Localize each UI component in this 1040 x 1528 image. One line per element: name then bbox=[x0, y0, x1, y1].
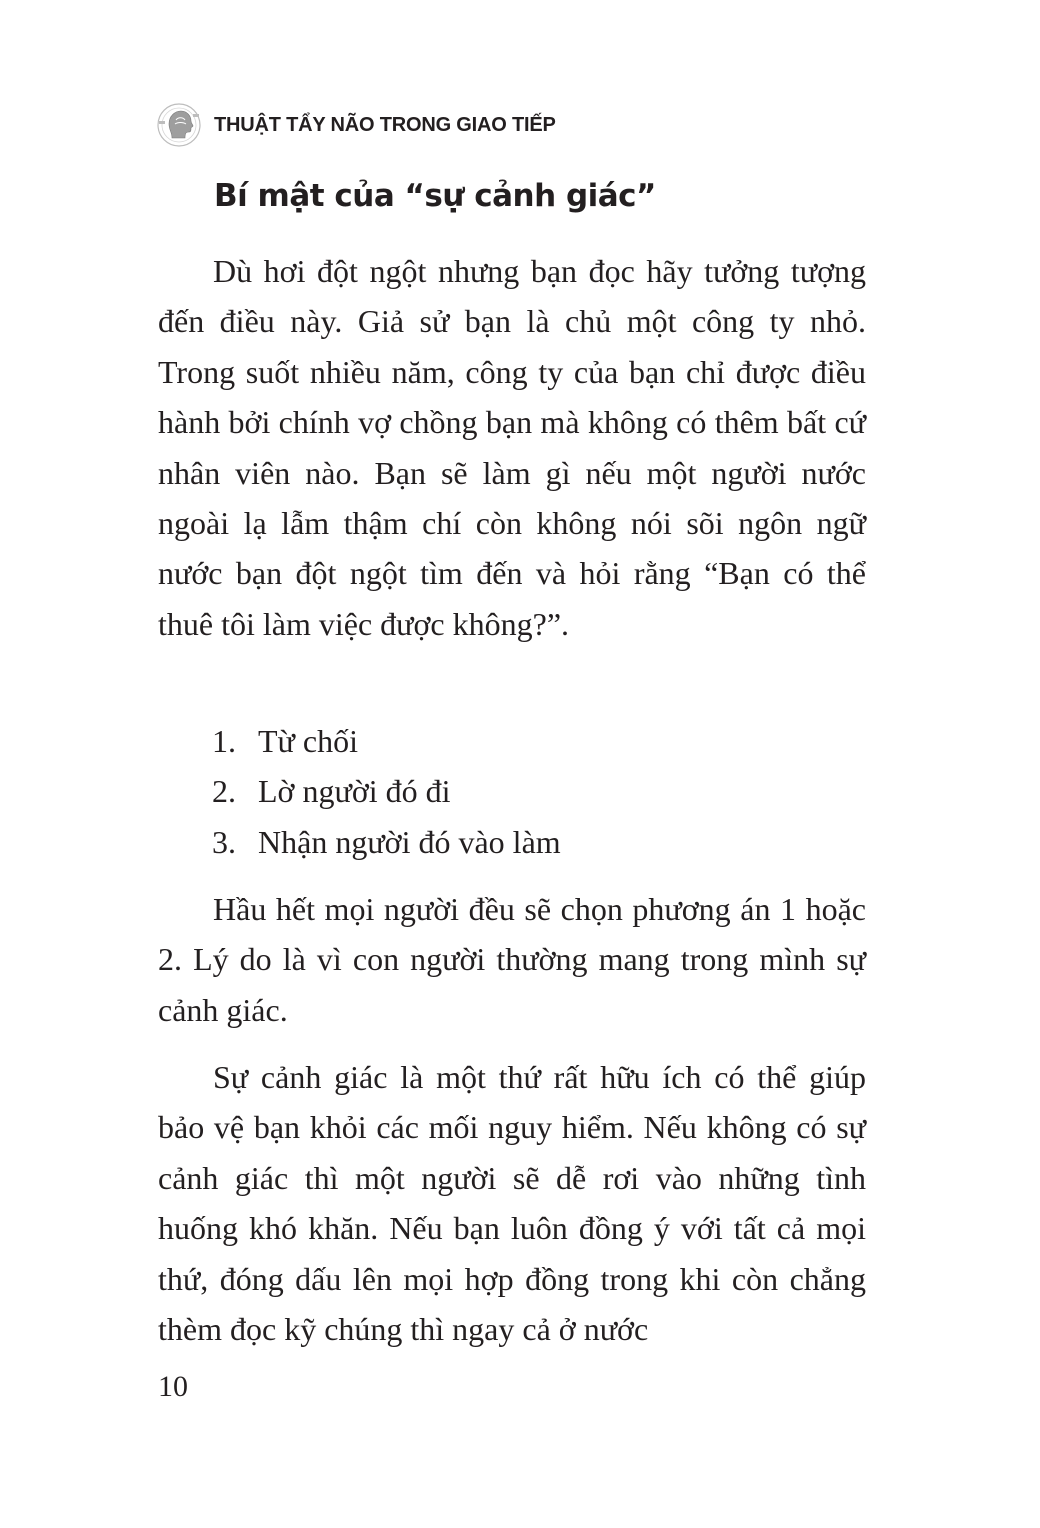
paragraph-text: Hầu hết mọi người đều sẽ chọn phương án 1 hoặc 2. Lý do là vì con người thường mang trong mình sự cảnh giác. bbox=[158, 891, 866, 1028]
paragraph-text: Dù hơi đột ngột nhưng bạn đọc hãy tưởng tượng đến điều này. Giả sử bạn là chủ một công ty nhỏ. Trong suốt nhiều năm, công ty của bạn chỉ được điều hành bởi chính vợ chồng bạn mà không có thêm bất cứ nhân viên nào. Bạn sẽ làm gì nếu một người nước ngoài lạ lẫm thậm chí còn không nói sõi ngôn ngữ nước bạn đột ngột tìm đến và hỏi rằng “Bạn có thể thuê tôi làm việc được không?”. bbox=[158, 253, 866, 642]
list-item-text: Nhận người đó vào làm bbox=[258, 823, 561, 860]
list-item-text: Từ chối bbox=[258, 723, 358, 759]
head-profile-icon bbox=[156, 102, 202, 148]
running-header bbox=[156, 100, 556, 150]
paragraph-choice bbox=[158, 884, 866, 1035]
options-list bbox=[212, 716, 561, 867]
paragraph-text: Sự cảnh giác là một thứ rất hữu ích có thể giúp bảo vệ bạn khỏi các mối nguy hiểm. Nếu không có sự cảnh giác thì một người sẽ dễ rơi vào những tình huống khó khăn. Nếu bạn luôn đồng ý với tất cả mọi thứ, đóng dấu lên mọi hợp đồng trong khi còn chẳng thèm đọc kỹ chúng thì ngay cả ở nước bbox=[158, 1059, 866, 1348]
list-item-number: 2. bbox=[212, 773, 236, 810]
list-item-number: 3. bbox=[212, 823, 236, 860]
page-number: 10 bbox=[158, 1370, 188, 1403]
paragraph-intro bbox=[158, 246, 866, 649]
list-item bbox=[212, 817, 561, 867]
list-item bbox=[212, 716, 561, 766]
list-item-text: Lờ người đó đi bbox=[258, 773, 451, 810]
list-item-number: 1. bbox=[212, 723, 236, 759]
book-title: THUẬT TẨY NÃO TRONG GIAO TIẾP bbox=[214, 113, 556, 136]
paragraph-vigilance bbox=[158, 1052, 866, 1354]
section-heading: Bí mật của “sự cảnh giác” bbox=[214, 178, 656, 214]
list-item bbox=[212, 766, 561, 816]
